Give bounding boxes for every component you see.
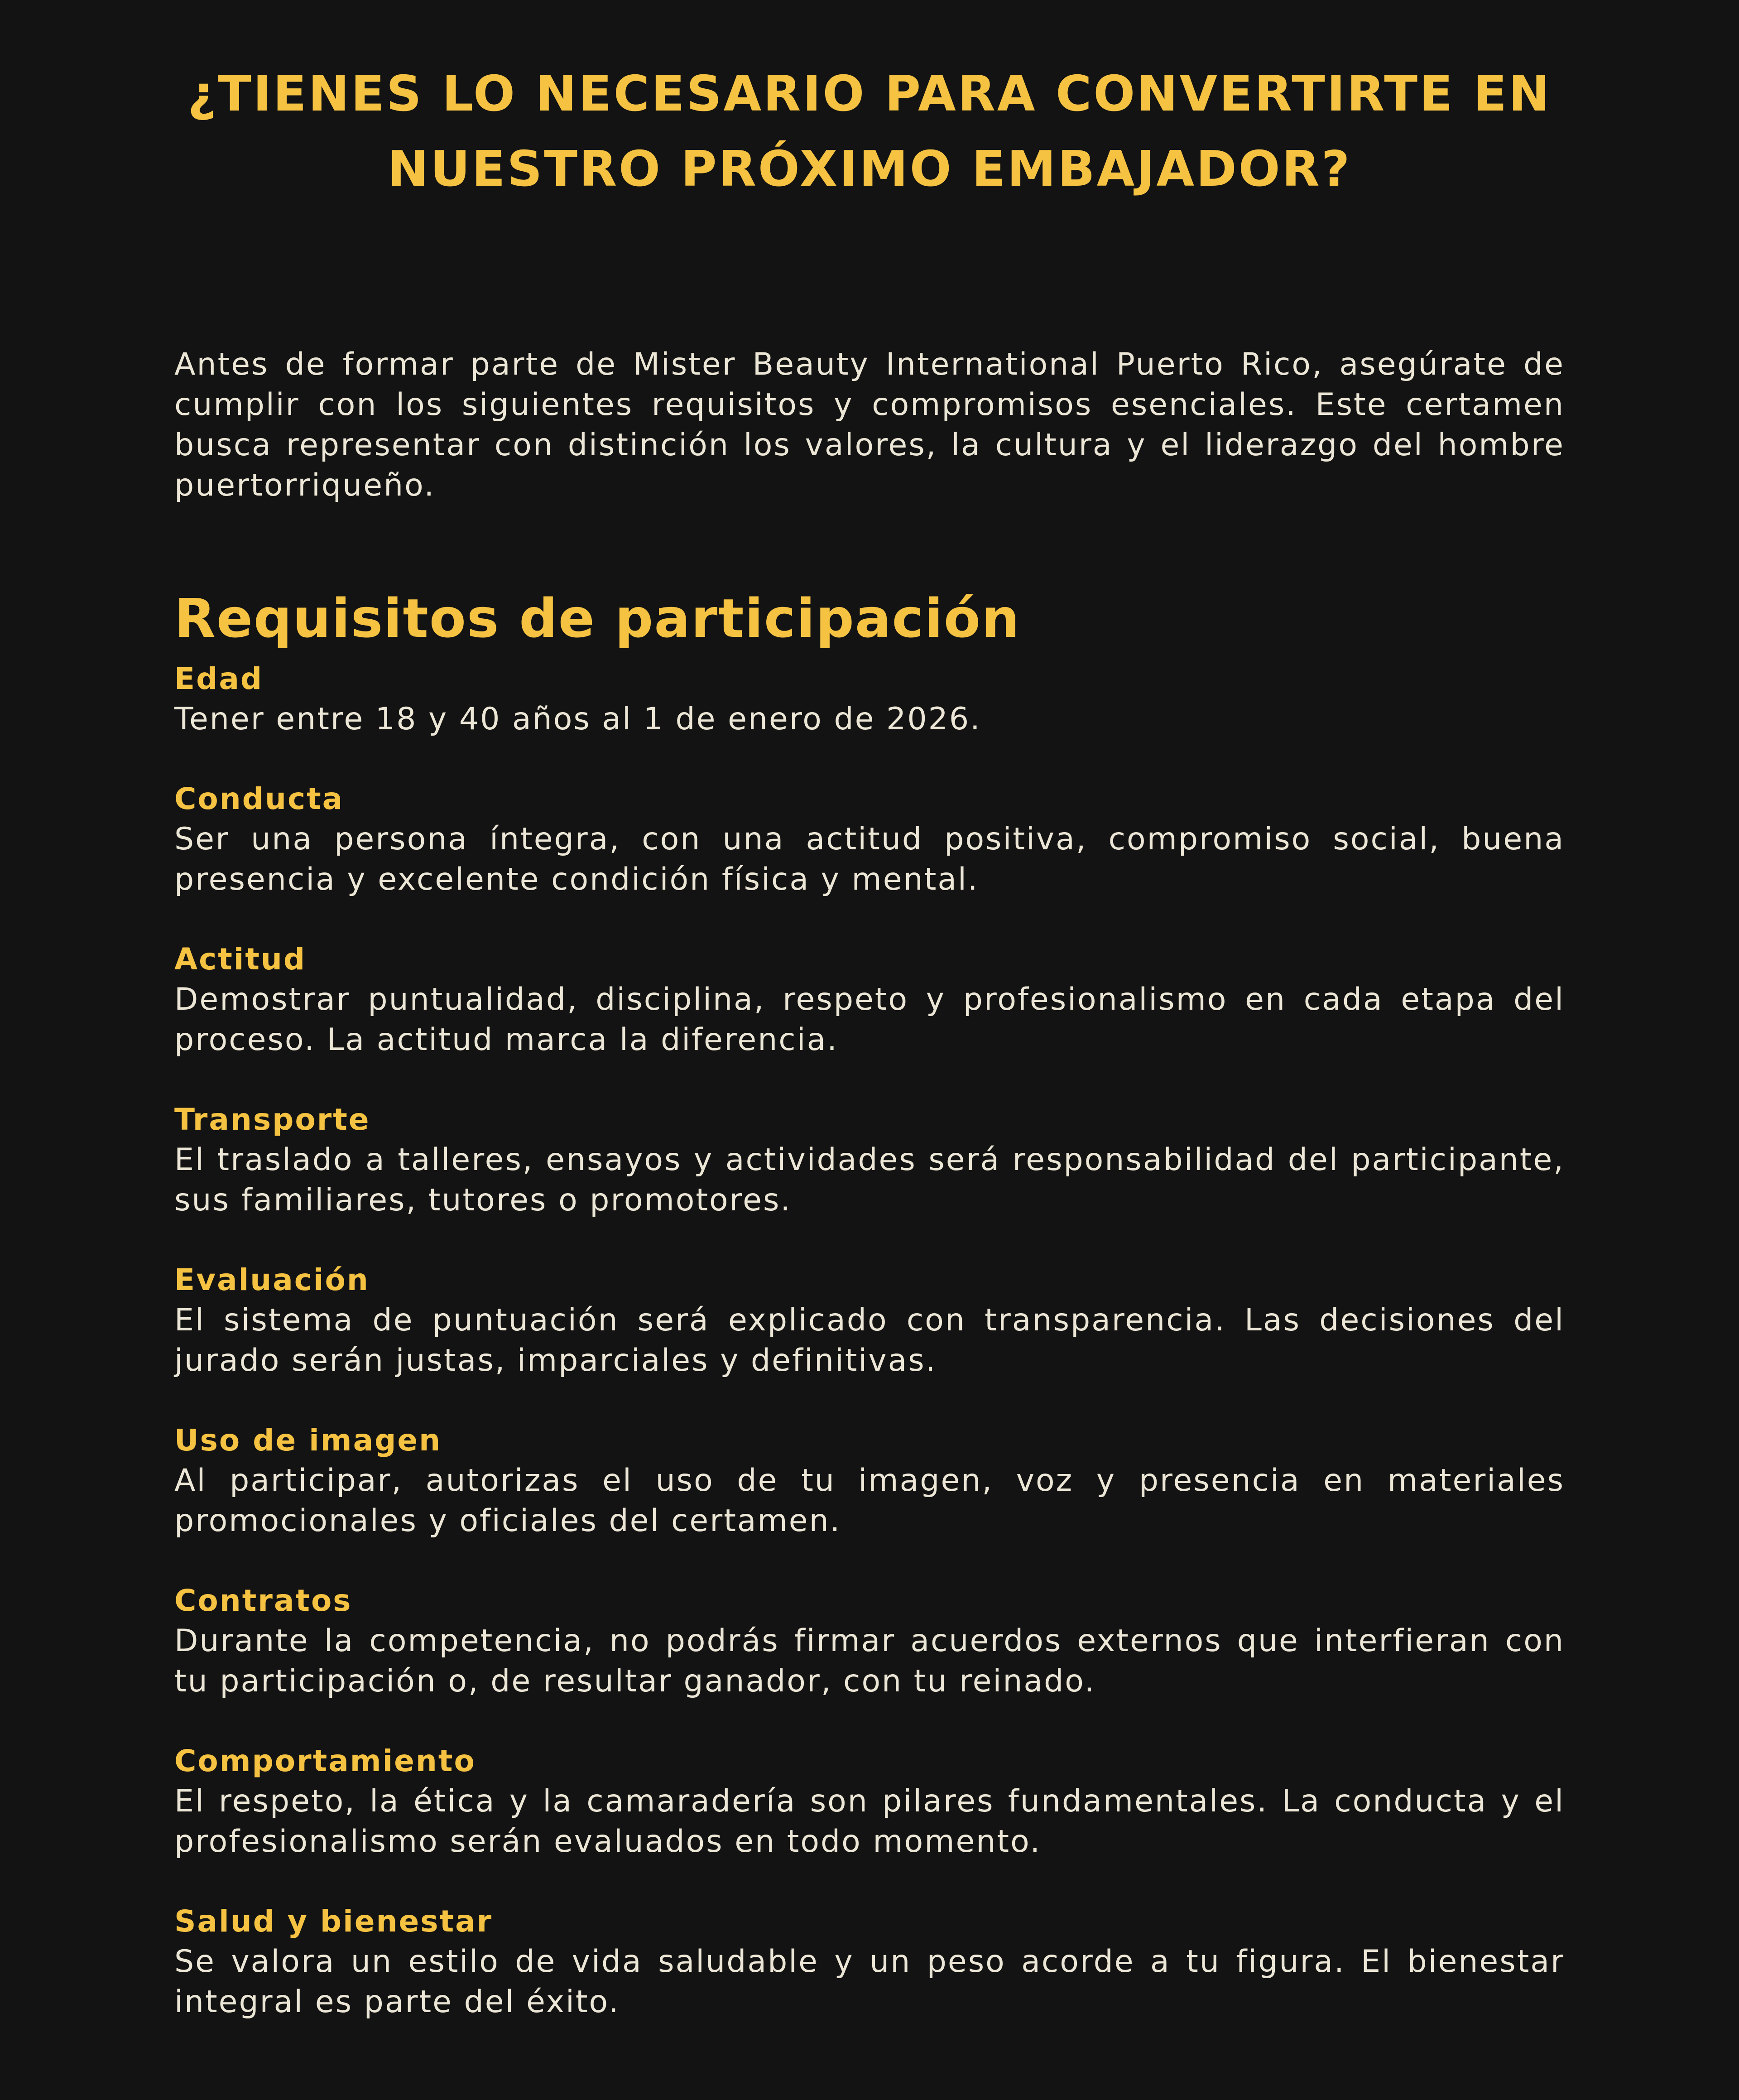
requirements-heading: Requisitos de participación <box>174 587 1020 650</box>
requirement-text: Ser una persona íntegra, con una actitud positiva, compromiso social, buena presencia y excelente condición física y mental. <box>174 821 1565 897</box>
requirement-text: El respeto, la ética y la camaradería son pilares fundamentales. La conducta y el profesionalismo serán evaluados en todo momento. <box>174 1783 1565 1859</box>
requirement-transporte <box>174 1100 1565 1220</box>
requirement-text: Durante la competencia, no podrás firmar acuerdos externos que interfieran con tu participación o, de resultar ganador, con tu reinado. <box>174 1623 1565 1699</box>
requirement-comportamiento <box>174 1741 1565 1862</box>
requirement-text: Demostrar puntualidad, disciplina, respeto y profesionalismo en cada etapa del proceso. La actitud marca la diferencia. <box>174 982 1565 1058</box>
requirement-title: Salud y bienestar <box>174 1904 493 1939</box>
requirement-text: Al participar, autorizas el uso de tu imagen, voz y presencia en materiales promocionales y oficiales del certamen. <box>174 1463 1565 1539</box>
requirement-actitud <box>174 939 1565 1060</box>
intro-paragraph: Antes de formar parte de Mister Beauty International Puerto Rico, asegúrate de cumplir con los siguientes requisitos y compromisos esenciales. Este certamen busca representar con distinción los valores, la cultura y el liderazgo del hombre puertorriqueño. <box>174 347 1565 503</box>
requirement-title: Edad <box>174 661 264 696</box>
requirement-text: Tener entre 18 y 40 años al 1 de enero de 2026. <box>174 701 981 737</box>
requirement-title: Contratos <box>174 1583 352 1618</box>
requirement-uso-de-imagen <box>174 1421 1565 1541</box>
requirement-evaluacion <box>174 1260 1565 1381</box>
requirement-title: Conducta <box>174 781 344 816</box>
requirement-text: Se valora un estilo de vida saludable y un peso acorde a tu figura. El bienestar integral es parte del éxito. <box>174 1944 1565 2020</box>
requirement-edad <box>174 659 1565 739</box>
page-title: ¿TIENES LO NECESARIO PARA CONVERTIRTE EN NUESTRO PRÓXIMO EMBAJADOR? <box>187 66 1552 197</box>
requirement-text: El traslado a talleres, ensayos y actividades será responsabilidad del participante, sus familiares, tutores o promotores. <box>174 1142 1565 1218</box>
requirement-title: Actitud <box>174 942 307 977</box>
requirement-conducta <box>174 779 1565 900</box>
requirement-salud-y-bienestar <box>174 1902 1565 2022</box>
requirement-text: El sistema de puntuación será explicado con transparencia. Las decisiones del jurado serán justas, imparciales y definitivas. <box>174 1302 1565 1378</box>
requirement-title: Comportamiento <box>174 1744 476 1778</box>
requirement-title: Uso de imagen <box>174 1423 442 1458</box>
requirements-list <box>174 659 1565 2062</box>
requirement-contratos <box>174 1581 1565 1701</box>
requirement-title: Evaluación <box>174 1262 370 1297</box>
requirement-title: Transporte <box>174 1102 370 1137</box>
